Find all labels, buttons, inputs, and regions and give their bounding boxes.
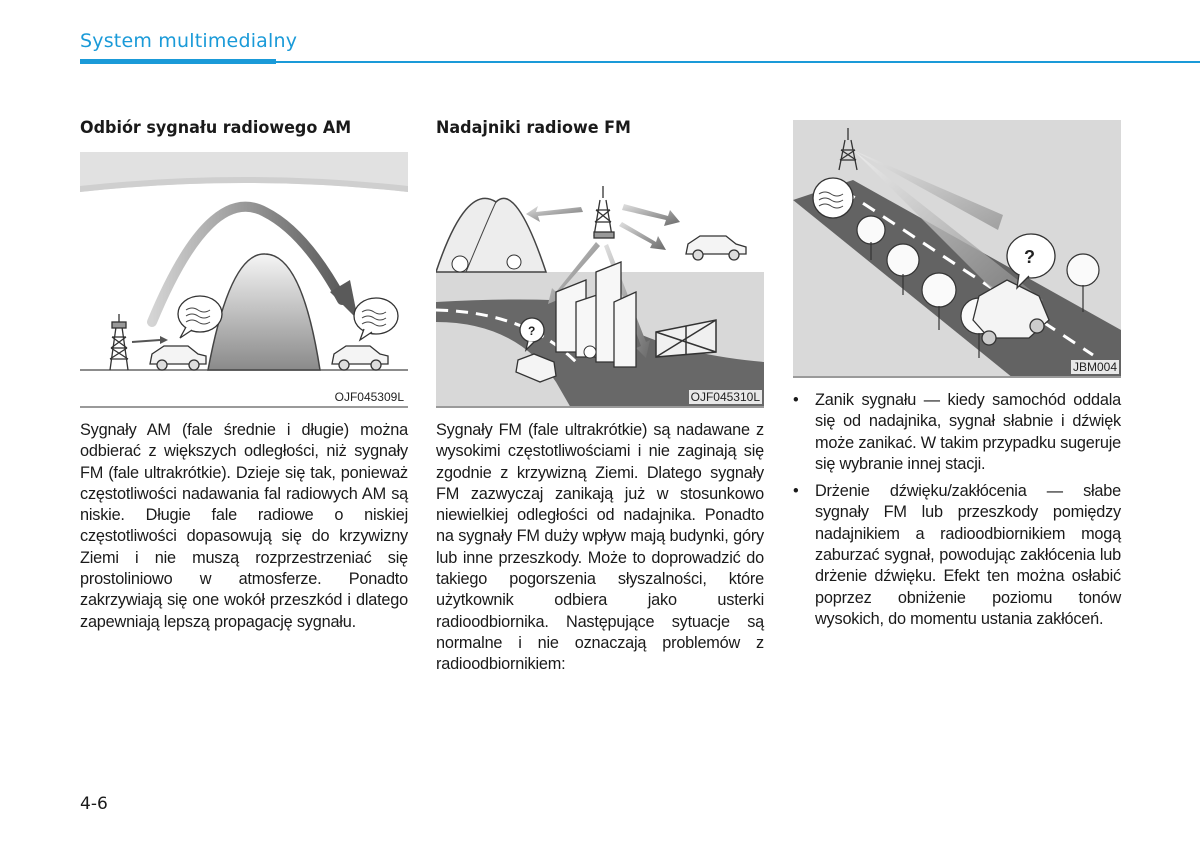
fm-section: [436, 116, 764, 676]
fade-illustration: [793, 120, 1121, 378]
list-item: [793, 390, 1121, 475]
am-section: [80, 116, 408, 633]
header-rule: [80, 61, 1200, 63]
fm-heading: Nadajniki radiowe FM: [436, 118, 631, 138]
fm-figure: [436, 152, 764, 408]
figure-code: OJF045309L: [334, 390, 404, 404]
am-illustration: [80, 152, 408, 408]
list-item-text: Zanik sygnału — kiedy samochód oddala się od nadajnika, sygnał słabnie i dźwięk może zanikać. W takim przypadku sugeruje się wybranie innej stacji.: [815, 391, 1121, 473]
am-paragraph: Sygnały AM (fale średnie i długie) można odbierać z większych odległości, niż sygnały FM (fale ultrakrótkie). Dzieje się tak, ponieważ częstotliwości nadawania fal radiowych AM są niskie. Długie fale radiowe o niskiej częstotliwości dopasowują się do krzywizny Ziemi i nie muszą rozprzestrzeniać się prostoliniowo w atmosferze. Ponadto zakrzywiają się one wokół przeszkód i dlatego zapewniają lepszą propagację sygnału.: [80, 421, 408, 631]
fm-paragraph: Sygnały FM (fale ultrakrótkie) są nadawane z wysokimi częstotliwościami i nie zaginają się zgodnie z krzywizną Ziemi. Dlatego sygnały FM zazwyczaj zanikają już w stosunkowo niewielkiej odległości od nadajnika. Ponadto na sygnały FM duży wpływ mają budynki, góry lub inne przeszkody. Może to doprowadzić do takiego pogorszenia słyszalności, które użytkownik odbiera jako usterki radioodbiornika. Następujące sytuacje są normalne i nie oznaczają problemów z radioodbiornikiem:: [436, 421, 764, 674]
bullet-icon: •: [793, 391, 799, 409]
section-title: System multimedialny: [80, 30, 298, 52]
effects-list: [793, 390, 1121, 630]
fm-illustration: [436, 152, 764, 408]
svg-text:?: ?: [528, 324, 536, 338]
page-number: 4-6: [80, 794, 108, 814]
svg-text:?: ?: [1024, 247, 1035, 267]
figure-code: JBM004: [1072, 360, 1117, 374]
list-item-text: Drżenie dźwięku/zakłócenia — słabe sygnały FM lub przeszkody pomiędzy nadajnikiem a radioodbiornikiem mogą zaburzać sygnał, powodując zakłócenia lub drżenie dźwięku. Efekt ten można osłabić poprzez obniżenie poziomu tonów wysokich, do momentu ustania zakłóceń.: [815, 482, 1121, 628]
am-figure: [80, 152, 408, 408]
am-heading: Odbiór sygnału radiowego AM: [80, 118, 352, 138]
fm-effects-section: [793, 120, 1121, 636]
bullet-icon: •: [793, 482, 799, 501]
list-item: [793, 481, 1121, 630]
figure-code: OJF045310L: [690, 390, 760, 404]
fade-figure: [793, 120, 1121, 378]
